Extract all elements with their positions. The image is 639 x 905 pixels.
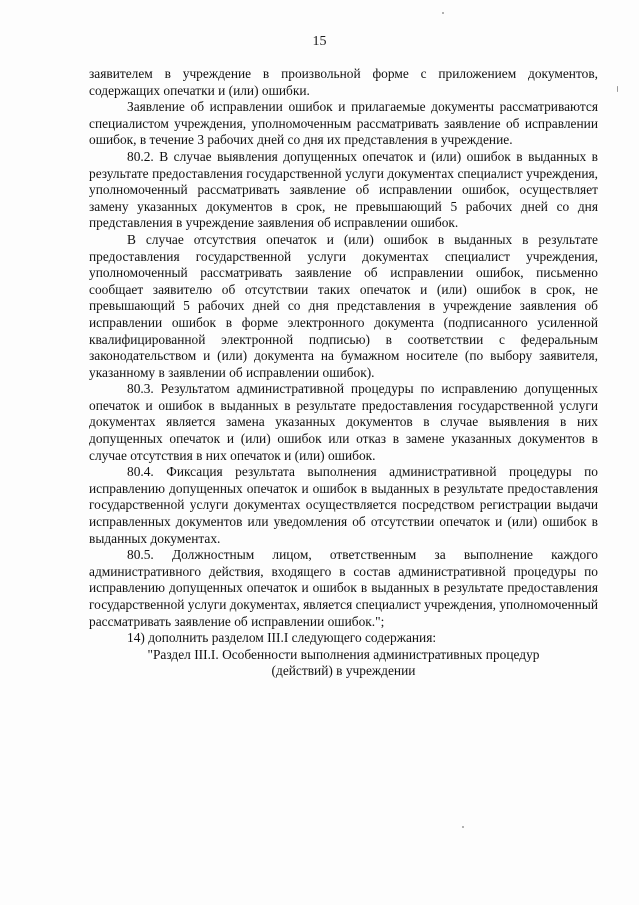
page-number: 15 [312, 34, 327, 49]
paragraph-80-2: 80.2. В случае выявления допущенных опечаток и (или) ошибок в выданных в результате предоставления государственной услуги документах специалист учреждения, уполномоченный рассматривать заявление об исправлении ошибок, осуществляет замену указанных документов в срок, не превышающий 5 рабочих дней со дня представления в учреждение заявления об исправлении ошибок. [89, 148, 598, 231]
scan-speck [442, 12, 444, 14]
paragraph-80-4: 80.4. Фиксация результата выполнения административной процедуры по исправлению допущенных опечаток и ошибок в выданных в результате предоставления государственной услуги документах осуществляется посредством регистрации выдачи исправленных документов или уведомления об отсутствии опечаток и (или) ошибок в выданных документах. [89, 464, 598, 546]
scan-speck [617, 86, 618, 92]
paragraph-continuation: заявителем в учреждение в произвольной форме с приложением документов, содержащих опечатки и (или) ошибки. [89, 66, 598, 98]
section-heading-line-2: (действий) в учреждении [271, 663, 416, 679]
paragraph-no-errors: В случае отсутствия опечаток и (или) ошибок в выданных в результате предоставления государственной услуги документах специалист учреждения, уполномоченный рассматривать заявление об исправлении ошибок, письменно сообщает заявителю об отсутствии таких опечаток и (или) ошибок в срок, не превышающий 5 рабочих дней со дня представления в учреждение заявления об исправлении ошибок в форме электронного документа (подписанного усиленной квалифицированной электронной подписью) в соответствии с федеральным законодательством и (или) документа на бумажном носителе (по выбору заявителя, указанному в заявлении об исправлении ошибок). [89, 231, 598, 380]
paragraph-review-of-application: Заявление об исправлении ошибок и прилагаемые документы рассматриваются специалистом учреждения, уполномоченным рассматривать заявление об исправлении ошибок, в течение 3 рабочих дней со дня их представления в учреждение. [89, 99, 598, 148]
paragraph-80-3: 80.3. Результатом административной процедуры по исправлению допущенных опечаток и ошибок в выданных в результате предоставления государственной услуги документах является замена указанных документов в случае выявления в них допущенных опечаток и (или) ошибок или отказ в замене указанных документов в случае отсутствия в них опечаток и (или) ошибок. [89, 381, 598, 463]
paragraph-80-5: 80.5. Должностным лицом, ответственным за выполнение каждого административного действия, входящего в состав административной процедуры по исправлению допущенных опечаток и ошибок в выданных в результате предоставления государственной услуги документах, является специалист учреждения, уполномоченный рассматривать заявление об исправлении ошибок."; [89, 547, 598, 629]
scan-speck [462, 826, 464, 828]
paragraph-amendment-14: 14) дополнить разделом III.I следующего содержания: [127, 630, 437, 646]
document-body [89, 66, 598, 680]
section-heading-line-1: "Раздел III.I. Особенности выполнения административных процедур [147, 646, 540, 662]
